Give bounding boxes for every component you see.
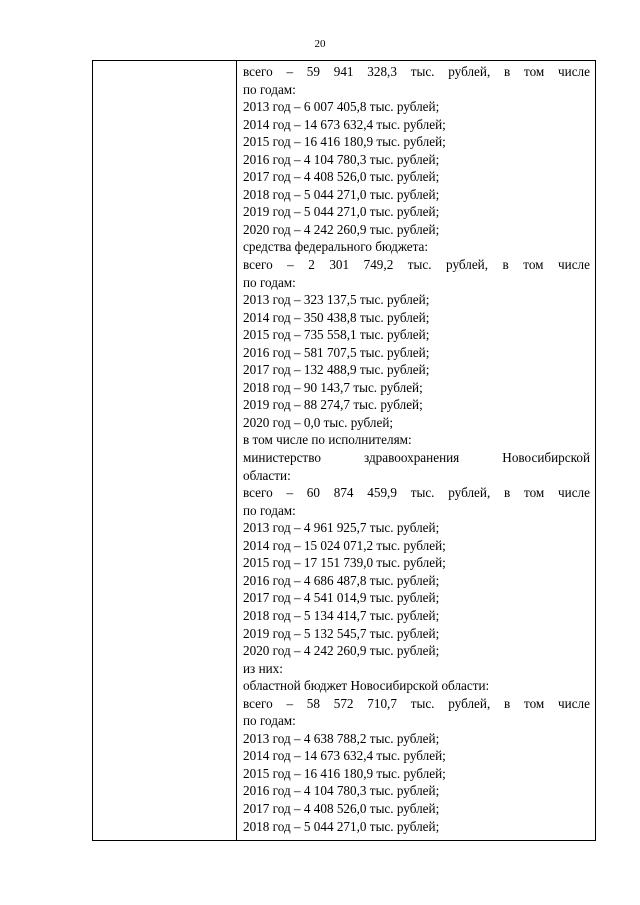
text-line: 2015 год – 16 416 180,9 тыс. рублей; — [243, 134, 446, 150]
text-line: по годам: — [243, 713, 296, 729]
text-line: всего – 2 301 749,2 тыс. рублей, в том числе — [243, 257, 590, 273]
text-line: 2018 год – 90 143,7 тыс. рублей; — [243, 379, 423, 395]
text-line: 2018 год – 5 134 414,7 тыс. рублей; — [243, 607, 440, 623]
text-line: 2014 год – 14 673 632,4 тыс. рублей; — [243, 116, 446, 132]
text-line: 2017 год – 132 488,9 тыс. рублей; — [243, 362, 430, 378]
text-line: 2016 год – 4 104 780,3 тыс. рублей; — [243, 783, 440, 799]
text-line: 2015 год – 735 558,1 тыс. рублей; — [243, 327, 430, 343]
text-line: 2020 год – 4 242 260,9 тыс. рублей; — [243, 221, 440, 237]
text-line: 2019 год – 5 132 545,7 тыс. рублей; — [243, 625, 440, 641]
text-line: 2016 год – 581 707,5 тыс. рублей; — [243, 344, 430, 360]
text-line: 2015 год – 16 416 180,9 тыс. рублей; — [243, 765, 446, 781]
text-line: из них: — [243, 660, 283, 676]
text-line: 2013 год – 6 007 405,8 тыс. рублей; — [243, 99, 440, 115]
text-line: всего – 58 572 710,7 тыс. рублей, в том числе — [243, 695, 590, 711]
text-line: 2013 год – 4 961 925,7 тыс. рублей; — [243, 520, 440, 536]
text-line: 2014 год – 350 438,8 тыс. рублей; — [243, 309, 430, 325]
text-line: 2020 год – 4 242 260,9 тыс. рублей; — [243, 643, 440, 659]
text-line: по годам: — [243, 81, 296, 97]
text-line: в том числе по исполнителям: — [243, 432, 412, 448]
document-table — [92, 60, 596, 841]
text-line: 2018 год – 5 044 271,0 тыс. рублей; — [243, 186, 440, 202]
text-line: 2016 год – 4 686 487,8 тыс. рублей; — [243, 572, 440, 588]
text-line: 2013 год – 4 638 788,2 тыс. рублей; — [243, 730, 440, 746]
text-line: по годам: — [243, 274, 296, 290]
table-right-cell — [243, 63, 590, 835]
text-line: 2019 год – 88 274,7 тыс. рублей; — [243, 397, 423, 413]
text-line: 2017 год – 4 541 014,9 тыс. рублей; — [243, 590, 440, 606]
page-number: 20 — [314, 38, 326, 50]
text-line: 2017 год – 4 408 526,0 тыс. рублей; — [243, 169, 440, 185]
text-line: всего – 60 874 459,9 тыс. рублей, в том числе — [243, 485, 590, 501]
text-line: областной бюджет Новосибирской области: — [243, 678, 490, 694]
text-line: средства федерального бюджета: — [243, 239, 429, 255]
text-line: 2014 год – 15 024 071,2 тыс. рублей; — [243, 537, 446, 553]
text-line: 2018 год – 5 044 271,0 тыс. рублей; — [243, 818, 440, 834]
text-line: 2016 год – 4 104 780,3 тыс. рублей; — [243, 151, 440, 167]
text-line: 2013 год – 323 137,5 тыс. рублей; — [243, 292, 430, 308]
text-line: 2014 год – 14 673 632,4 тыс. рублей; — [243, 748, 446, 764]
text-line: министерство здравоохранения Новосибирской — [243, 450, 590, 466]
text-line: области: — [243, 467, 291, 483]
text-line: 2020 год – 0,0 тыс. рублей; — [243, 414, 394, 430]
text-line: 2017 год – 4 408 526,0 тыс. рублей; — [243, 800, 440, 816]
text-line: по годам: — [243, 502, 296, 518]
text-line: всего – 59 941 328,3 тыс. рублей, в том числе — [243, 64, 590, 79]
table-left-cell — [93, 61, 237, 840]
text-line: 2019 год – 5 044 271,0 тыс. рублей; — [243, 204, 440, 220]
text-line: 2015 год – 17 151 739,0 тыс. рублей; — [243, 555, 446, 571]
